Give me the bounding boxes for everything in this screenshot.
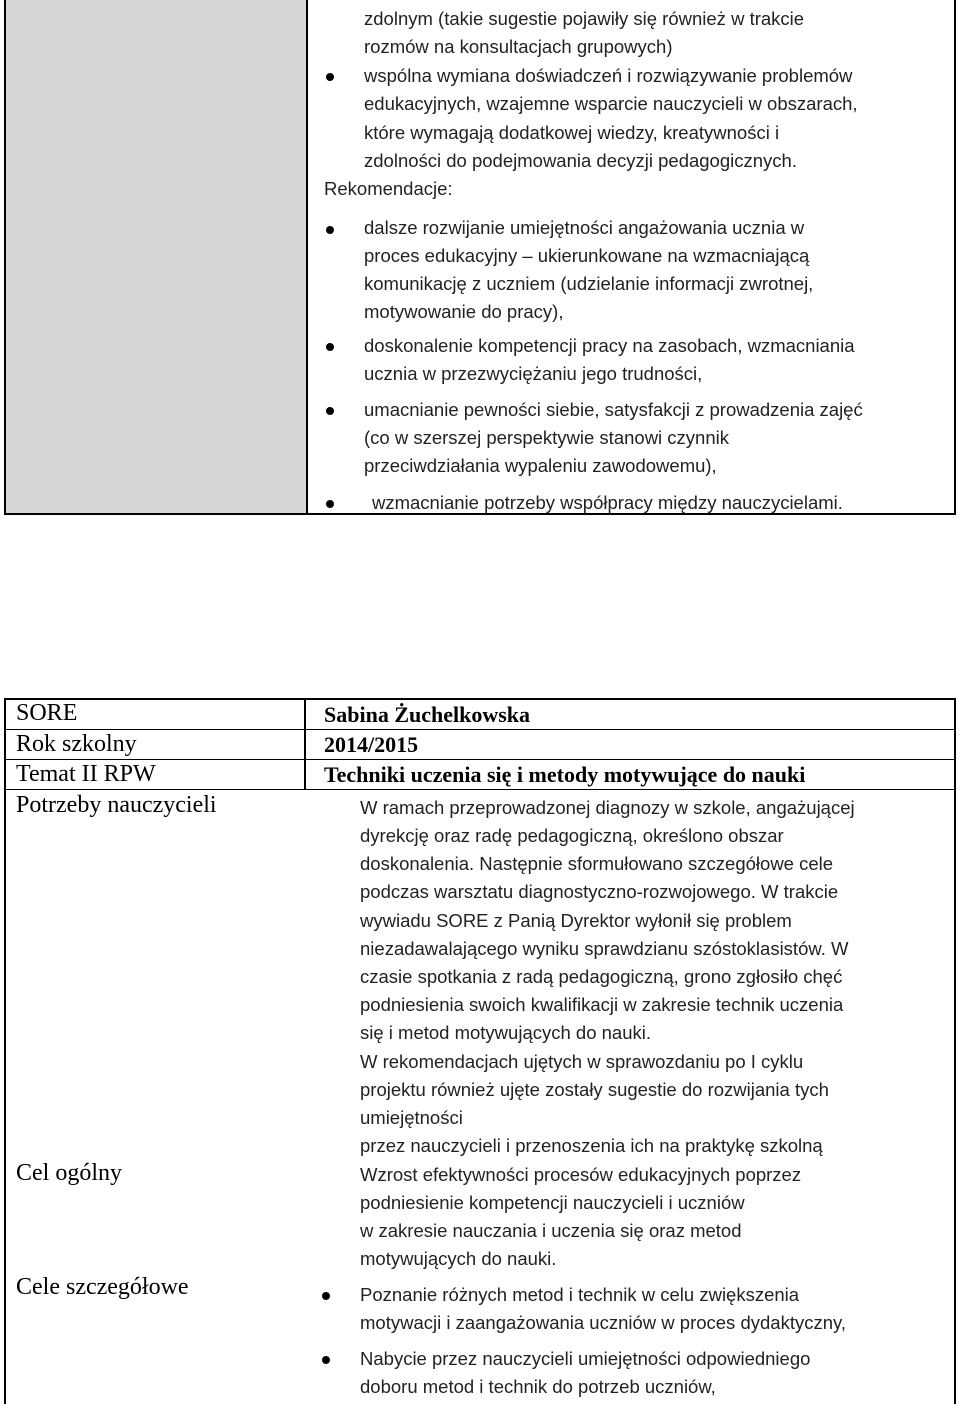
- recommendation-line: umacnianie pewności siebie, satysfakcji z prowadzenia zajęć: [364, 399, 863, 420]
- detailed-goal-line: Nabycie przez nauczycieli umiejętności odpowiedniego: [360, 1348, 811, 1369]
- recommendations-heading: Rekomendacje:: [324, 178, 453, 199]
- topic-value: Techniki uczenia się i metody motywujące do nauki: [324, 762, 806, 787]
- detailed-goal-line: Poznanie różnych metod i technik w celu zwiększenia: [360, 1284, 800, 1305]
- bullet-icon: [326, 226, 334, 234]
- bullet-icon: [326, 407, 334, 415]
- intro-line: zdolnym (takie sugestie pojawiły się również w trakcie: [364, 8, 805, 29]
- needs-line: W ramach przeprowadzonej diagnozy w szkole, angażującej: [360, 797, 855, 818]
- recommendation-line: motywowanie do pracy),: [364, 301, 564, 322]
- recommendation-line: przeciwdziałania wypaleniu zawodowemu),: [364, 455, 717, 476]
- recommendation-line: wzmacnianie potrzeby współpracy między nauczycielami.: [372, 492, 843, 513]
- recommendation-line: ucznia w przezwyciężaniu jego trudności,: [364, 363, 703, 384]
- needs-line: doskonalenia. Następnie sformułowano szczegółowe cele: [360, 853, 834, 874]
- year-label: Rok szkolny: [16, 731, 137, 757]
- continuation-table: [4, 0, 956, 515]
- recommendation-line: doskonalenie kompetencji pracy na zasobach, wzmacniania: [364, 335, 855, 356]
- detailed-goal-line: motywacji i zaangażowania uczniów w proces dydaktyczny,: [360, 1312, 847, 1333]
- info-table: [4, 698, 956, 1404]
- goal-line: motywujących do nauki.: [360, 1248, 557, 1269]
- needs-line: umiejętności: [360, 1107, 463, 1128]
- bullet-icon: [326, 343, 334, 351]
- needs-line: się i metod motywujących do nauki.: [360, 1022, 651, 1043]
- detailed-goal-line: doboru metod i technik do potrzeb uczniów,: [360, 1376, 716, 1397]
- needs-line: czasie spotkania z radą pedagogiczną, grono zgłosiło chęć: [360, 966, 843, 987]
- needs-line: podczas warsztatu diagnostyczno-rozwojowego. W trakcie: [360, 881, 839, 902]
- row-divider: [6, 729, 954, 730]
- needs-label: Potrzeby nauczycieli: [16, 792, 217, 818]
- bullet-icon: [326, 73, 334, 81]
- needs-line: podniesienia swoich kwalifikacji w zakresie technik uczenia: [360, 994, 844, 1015]
- needs-line: projektu również ujęte zostały sugestie do rozwijania tych: [360, 1079, 829, 1100]
- needs-line: przez nauczycieli i przenoszenia ich na praktykę szkolną: [360, 1135, 823, 1156]
- goal-label: Cel ogólny: [16, 1160, 122, 1186]
- needs-line: niezadawalającego wyniku sprawdzianu szóstoklasistów. W: [360, 938, 849, 959]
- bullet-line: edukacyjnych, wzajemne wsparcie nauczycieli w obszarach,: [364, 93, 858, 114]
- intro-line: rozmów na konsultacjach grupowych): [364, 36, 673, 57]
- row-divider: [6, 789, 954, 790]
- bullet-line: wspólna wymiana doświadczeń i rozwiązywanie problemów: [364, 65, 853, 86]
- bullet-icon: [322, 1356, 330, 1364]
- bullet-icon: [326, 500, 334, 508]
- recommendation-line: dalsze rozwijanie umiejętności angażowania ucznia w: [364, 217, 805, 238]
- year-value: 2014/2015: [324, 732, 419, 757]
- recommendation-line: (co w szerszej perspektywie stanowi czynnik: [364, 427, 729, 448]
- label-column-shaded: [6, 0, 308, 513]
- row-divider: [6, 759, 954, 760]
- bullet-line: zdolności do podejmowania decyzji pedagogicznych.: [364, 150, 797, 171]
- topic-label: Temat II RPW: [16, 761, 156, 787]
- recommendation-line: proces edukacyjny – ukierunkowane na wzmacniającą: [364, 245, 810, 266]
- needs-line: wywiadu SORE z Panią Dyrektor wyłonił się problem: [360, 910, 792, 931]
- sore-label: SORE: [16, 700, 78, 726]
- bullet-icon: [322, 1292, 330, 1300]
- content-column: [308, 0, 954, 513]
- recommendation-line: komunikację z uczniem (udzielanie informacji zwrotnej,: [364, 273, 814, 294]
- detailed-goals-label: Cele szczegółowe: [16, 1274, 189, 1300]
- goal-line: Wzrost efektywności procesów edukacyjnych poprzez: [360, 1164, 802, 1185]
- needs-line: W rekomendacjach ujętych w sprawozdaniu po I cyklu: [360, 1051, 804, 1072]
- sore-value: Sabina Żuchelkowska: [324, 702, 531, 727]
- column-divider: [304, 700, 306, 790]
- goal-line: w zakresie nauczania i uczenia się oraz metod: [360, 1220, 742, 1241]
- bullet-line: które wymagają dodatkowej wiedzy, kreatywności i: [364, 122, 780, 143]
- needs-line: dyrekcję oraz radę pedagogiczną, określono obszar: [360, 825, 784, 846]
- goal-line: podniesienie kompetencji nauczycieli i uczniów: [360, 1192, 745, 1213]
